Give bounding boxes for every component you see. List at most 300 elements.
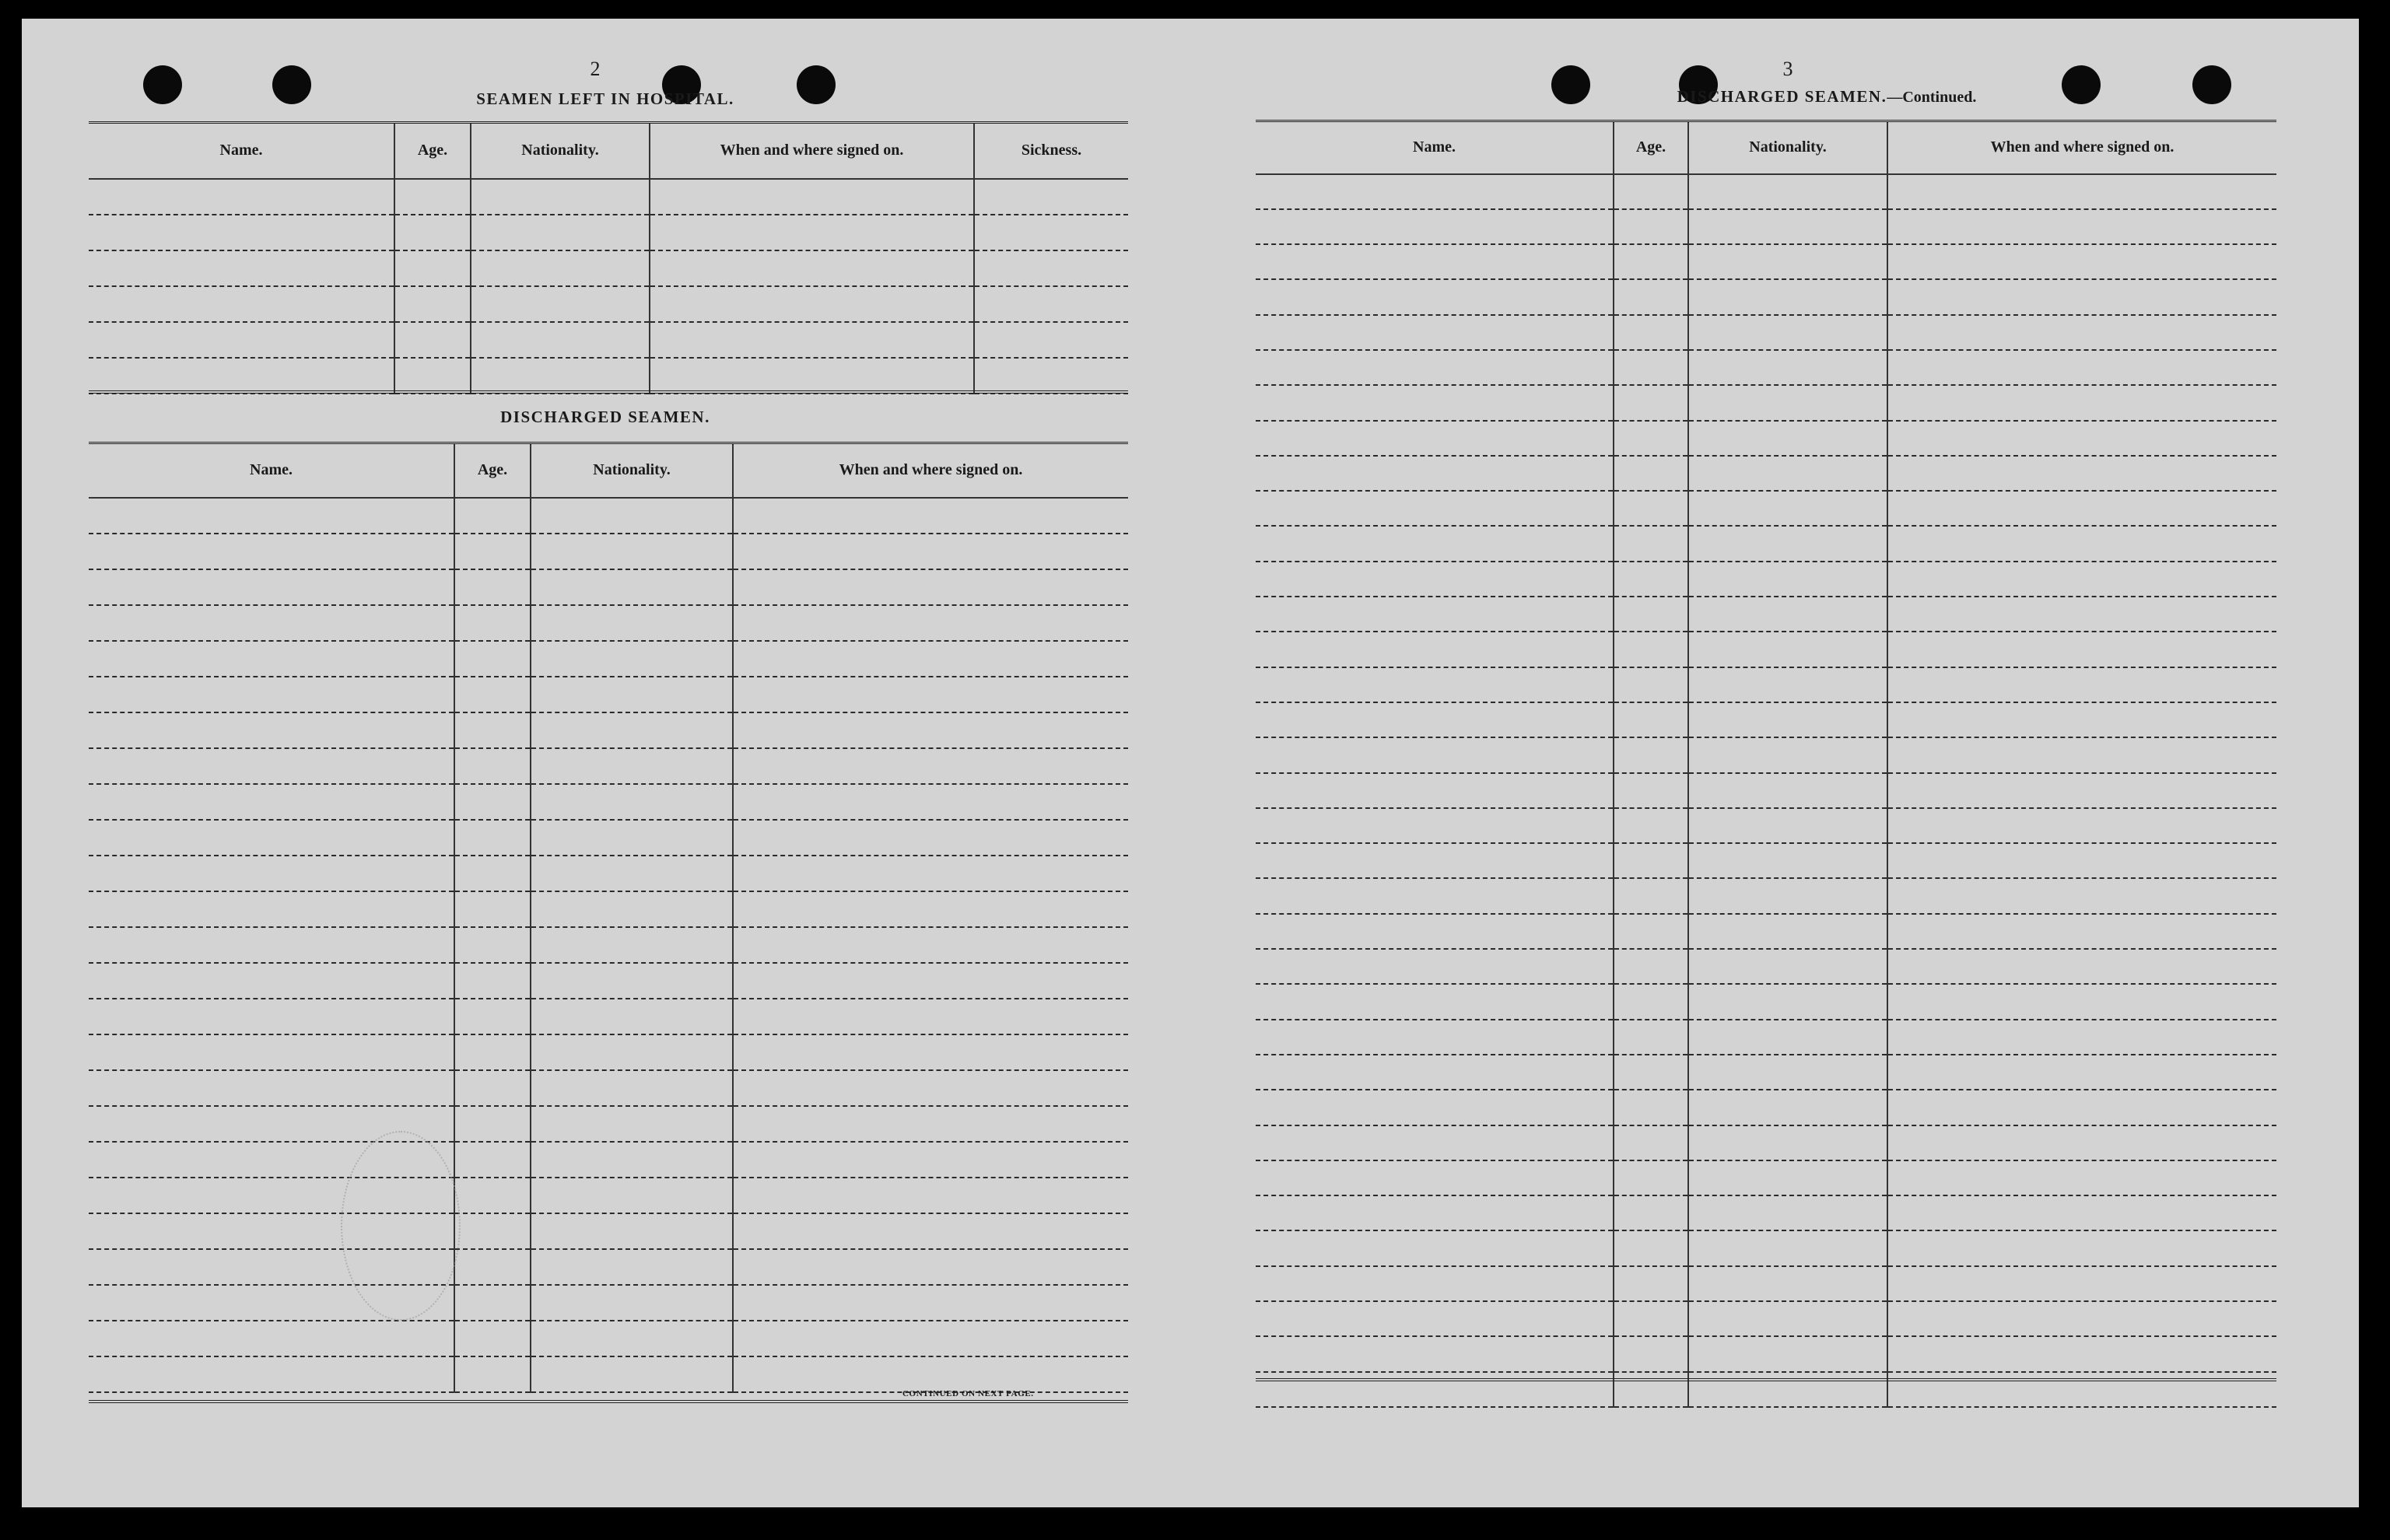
blank-cell [1256, 702, 1614, 737]
blank-cell [1256, 632, 1614, 667]
blank-cell [1614, 421, 1688, 456]
col-header-signed-on: When and where signed on. [733, 443, 1128, 498]
blank-cell [89, 358, 394, 394]
blank-cell [733, 677, 1128, 712]
blank-cell [1256, 667, 1614, 702]
blank-cell [1256, 878, 1614, 913]
table-row [89, 999, 1128, 1034]
blank-cell [733, 820, 1128, 856]
blank-cell [1614, 1301, 1688, 1336]
col-header-name: Name. [1256, 121, 1614, 174]
table-row [1256, 1160, 2276, 1195]
table-row [1256, 1230, 2276, 1265]
discharged-table [89, 442, 1128, 1393]
blank-cell [1688, 174, 1887, 209]
blank-cell [1614, 702, 1688, 737]
blank-cell [974, 179, 1128, 215]
blank-cell [89, 179, 394, 215]
table-row [89, 1070, 1128, 1106]
blank-cell [1688, 456, 1887, 491]
blank-cell [1688, 279, 1887, 314]
blank-cell [1256, 526, 1614, 561]
blank-cell [1256, 1125, 1614, 1160]
blank-cell [733, 1142, 1128, 1178]
blank-cell [1256, 914, 1614, 949]
table-row [1256, 1055, 2276, 1090]
blank-cell [89, 784, 454, 820]
punch-hole [2062, 65, 2101, 104]
blank-cell [1887, 209, 2276, 244]
blank-cell [733, 1321, 1128, 1356]
blank-cell [89, 569, 454, 605]
table-row [1256, 808, 2276, 843]
blank-cell [531, 1321, 733, 1356]
blank-cell [1688, 878, 1887, 913]
punch-hole [797, 65, 836, 104]
blank-cell [1688, 1266, 1887, 1301]
blank-cell [531, 498, 733, 534]
blank-cell [1887, 808, 2276, 843]
blank-cell [454, 641, 531, 677]
blank-cell [1688, 632, 1887, 667]
blank-cell [974, 322, 1128, 358]
table-row [89, 605, 1128, 641]
col-header-signed-on: When and where signed on. [650, 123, 974, 179]
blank-cell [454, 498, 531, 534]
blank-cell [733, 641, 1128, 677]
blank-cell [531, 605, 733, 641]
col-header-nationality: Nationality. [531, 443, 733, 498]
blank-cell [1614, 632, 1688, 667]
table-row [89, 322, 1128, 358]
col-header-age: Age. [454, 443, 531, 498]
page-number: 2 [590, 58, 601, 80]
blank-cell [89, 215, 394, 250]
table-row [1256, 1020, 2276, 1055]
blank-cell [733, 534, 1128, 569]
blank-cell [89, 891, 454, 927]
table-row [89, 358, 1128, 394]
blank-cell [1256, 1336, 1614, 1371]
blank-cell [1688, 914, 1887, 949]
blank-cell [733, 1213, 1128, 1249]
blank-cell [1887, 1266, 2276, 1301]
blank-cell [89, 748, 454, 784]
blank-cell [1887, 1230, 2276, 1265]
blank-cell [1614, 456, 1688, 491]
col-header-nationality: Nationality. [1688, 121, 1887, 174]
blank-cell [1614, 597, 1688, 632]
blank-cell [1887, 491, 2276, 526]
blank-cell [531, 856, 733, 891]
blank-cell [1887, 949, 2276, 984]
blank-cell [733, 605, 1128, 641]
table-row [89, 820, 1128, 856]
blank-cell [1688, 491, 1887, 526]
blank-cell [89, 498, 454, 534]
blank-cell [1614, 843, 1688, 878]
blank-cell [1887, 1195, 2276, 1230]
table-row [89, 286, 1128, 322]
blank-cell [1614, 385, 1688, 420]
blank-cell [1688, 244, 1887, 279]
blank-cell [1688, 737, 1887, 772]
blank-cell [1688, 1195, 1887, 1230]
blank-cell [454, 1213, 531, 1249]
blank-cell [733, 498, 1128, 534]
blank-cell [89, 1321, 454, 1356]
table-row [1256, 773, 2276, 808]
table-row [1256, 843, 2276, 878]
blank-cell [1256, 385, 1614, 420]
page-number: 3 [1782, 58, 1793, 80]
blank-cell [1887, 1336, 2276, 1371]
blank-cell [454, 1356, 531, 1392]
blank-cell [454, 1070, 531, 1106]
blank-cell [1614, 244, 1688, 279]
table-row [1256, 878, 2276, 913]
blank-cell [531, 1249, 733, 1285]
blank-cell [394, 215, 471, 250]
blank-cell [454, 856, 531, 891]
blank-cell [471, 322, 650, 358]
blank-cell [1256, 1090, 1614, 1125]
blank-cell [974, 358, 1128, 394]
blank-cell [1688, 562, 1887, 597]
blank-cell [1614, 773, 1688, 808]
punch-hole [272, 65, 311, 104]
blank-cell [1688, 667, 1887, 702]
blank-cell [1688, 421, 1887, 456]
discharged-continued-table [1256, 120, 2276, 1408]
blank-cell [733, 784, 1128, 820]
blank-cell [531, 820, 733, 856]
blank-cell [1887, 385, 2276, 420]
blank-cell [531, 1178, 733, 1213]
blank-cell [1614, 1125, 1688, 1160]
blank-cell [1688, 984, 1887, 1019]
blank-cell [974, 215, 1128, 250]
blank-cell [89, 963, 454, 999]
blank-cell [1256, 279, 1614, 314]
blank-cell [531, 534, 733, 569]
blank-cell [531, 891, 733, 927]
blank-cell [394, 286, 471, 322]
blank-cell [1256, 1055, 1614, 1090]
blank-cell [454, 963, 531, 999]
table-row [89, 569, 1128, 605]
table-bottom-rule [1256, 1378, 2276, 1381]
blank-cell [531, 641, 733, 677]
blank-cell [1256, 1266, 1614, 1301]
blank-cell [1887, 1372, 2276, 1407]
blank-cell [394, 250, 471, 286]
table-row [1256, 315, 2276, 350]
blank-cell [1614, 562, 1688, 597]
section-divider [89, 390, 1128, 394]
table-row [89, 641, 1128, 677]
blank-cell [650, 358, 974, 394]
blank-cell [531, 999, 733, 1034]
blank-cell [650, 322, 974, 358]
col-header-signed-on: When and where signed on. [1887, 121, 2276, 174]
blank-cell [1688, 1230, 1887, 1265]
blank-cell [1256, 984, 1614, 1019]
blank-cell [650, 215, 974, 250]
table-row [1256, 174, 2276, 209]
blank-cell [1887, 773, 2276, 808]
blank-cell [1887, 244, 2276, 279]
discharged-continued-title [1624, 87, 2029, 107]
continued-note: CONTINUED ON NEXT PAGE. [902, 1389, 1034, 1398]
blank-cell [454, 891, 531, 927]
blank-cell [471, 179, 650, 215]
blank-cell [1887, 843, 2276, 878]
blank-cell [89, 605, 454, 641]
blank-cell [454, 820, 531, 856]
blank-cell [1887, 632, 2276, 667]
blank-cell [1688, 385, 1887, 420]
blank-cell [733, 1285, 1128, 1321]
title-text: DISCHARGED SEAMEN. [1677, 87, 1887, 106]
blank-cell [531, 1070, 733, 1106]
hospital-table [89, 121, 1128, 394]
blank-cell [531, 569, 733, 605]
table-row [1256, 1266, 2276, 1301]
title-suffix: —Continued. [1887, 89, 1977, 106]
table-row [1256, 385, 2276, 420]
blank-cell [650, 179, 974, 215]
blank-cell [1614, 350, 1688, 385]
blank-cell [1688, 315, 1887, 350]
blank-cell [1887, 174, 2276, 209]
table-row [89, 891, 1128, 927]
punch-hole [2192, 65, 2231, 104]
table-row [1256, 491, 2276, 526]
table-row [1256, 350, 2276, 385]
blank-cell [471, 358, 650, 394]
table-row [1256, 1336, 2276, 1371]
blank-cell [1688, 773, 1887, 808]
blank-cell [1887, 1055, 2276, 1090]
blank-cell [454, 1249, 531, 1285]
blank-cell [650, 250, 974, 286]
blank-cell [733, 999, 1128, 1034]
blank-cell [1256, 350, 1614, 385]
blank-cell [1614, 1055, 1688, 1090]
blank-cell [89, 927, 454, 963]
table-row [89, 1213, 1128, 1249]
table-row [1256, 914, 2276, 949]
left-page [22, 19, 1189, 1507]
table-row [89, 712, 1128, 748]
table-row [89, 784, 1128, 820]
blank-cell [1887, 702, 2276, 737]
blank-cell [1614, 949, 1688, 984]
table-row [1256, 667, 2276, 702]
blank-cell [454, 1285, 531, 1321]
blank-cell [1256, 808, 1614, 843]
blank-cell [1887, 914, 2276, 949]
hospital-section-title: SEAMEN LEFT IN HOSPITAL. [476, 89, 734, 108]
table-row [89, 1178, 1128, 1213]
document-sheet [22, 19, 2359, 1507]
blank-cell [1614, 914, 1688, 949]
col-header-age: Age. [394, 123, 471, 179]
blank-cell [1688, 526, 1887, 561]
blank-cell [1688, 1336, 1887, 1371]
blank-cell [1256, 491, 1614, 526]
blank-cell [89, 856, 454, 891]
blank-cell [471, 250, 650, 286]
blank-cell [1614, 1195, 1688, 1230]
blank-cell [454, 1034, 531, 1070]
table-row [89, 1249, 1128, 1285]
table-row [89, 215, 1128, 250]
blank-cell [454, 677, 531, 712]
blank-cell [89, 1034, 454, 1070]
blank-cell [1887, 526, 2276, 561]
blank-cell [1614, 279, 1688, 314]
blank-cell [1256, 949, 1614, 984]
table-row [89, 1034, 1128, 1070]
blank-cell [733, 1249, 1128, 1285]
table-row [89, 677, 1128, 712]
blank-cell [531, 1356, 733, 1392]
blank-cell [394, 179, 471, 215]
blank-cell [89, 999, 454, 1034]
table-row [1256, 456, 2276, 491]
blank-cell [394, 322, 471, 358]
blank-cell [89, 1356, 454, 1392]
table-row [1256, 562, 2276, 597]
blank-cell [89, 641, 454, 677]
blank-cell [1256, 1372, 1614, 1407]
blank-cell [1614, 315, 1688, 350]
blank-cell [1688, 1020, 1887, 1055]
blank-cell [1614, 737, 1688, 772]
blank-cell [454, 534, 531, 569]
blank-cell [1256, 456, 1614, 491]
blank-cell [650, 286, 974, 322]
blank-cell [531, 927, 733, 963]
blank-cell [1256, 737, 1614, 772]
blank-cell [1614, 1336, 1688, 1371]
blank-cell [454, 927, 531, 963]
blank-cell [733, 856, 1128, 891]
blank-cell [1614, 174, 1688, 209]
blank-cell [1256, 1195, 1614, 1230]
blank-cell [394, 358, 471, 394]
table-row [1256, 702, 2276, 737]
table-row [1256, 984, 2276, 1019]
blank-cell [531, 784, 733, 820]
blank-cell [1256, 1230, 1614, 1265]
blank-cell [531, 1213, 733, 1249]
blank-cell [89, 286, 394, 322]
blank-cell [1256, 174, 1614, 209]
blank-cell [531, 712, 733, 748]
blank-cell [1614, 1020, 1688, 1055]
col-header-nationality: Nationality. [471, 123, 650, 179]
blank-cell [733, 891, 1128, 927]
blank-cell [1614, 491, 1688, 526]
blank-cell [531, 1034, 733, 1070]
blank-cell [733, 1034, 1128, 1070]
blank-cell [1887, 984, 2276, 1019]
blank-cell [471, 215, 650, 250]
table-row [1256, 1125, 2276, 1160]
blank-cell [1887, 421, 2276, 456]
table-row [1256, 1301, 2276, 1336]
blank-cell [1256, 1020, 1614, 1055]
blank-cell [454, 712, 531, 748]
blank-cell [733, 1178, 1128, 1213]
blank-cell [1256, 209, 1614, 244]
blank-cell [1614, 667, 1688, 702]
faded-stamp [341, 1131, 461, 1321]
table-row [1256, 597, 2276, 632]
blank-cell [1688, 843, 1887, 878]
table-row [1256, 737, 2276, 772]
blank-cell [1887, 350, 2276, 385]
table-row [1256, 949, 2276, 984]
blank-cell [1887, 456, 2276, 491]
col-header-name: Name. [89, 443, 454, 498]
table-row [1256, 1195, 2276, 1230]
table-row [89, 179, 1128, 215]
blank-cell [1887, 1301, 2276, 1336]
blank-cell [1688, 1090, 1887, 1125]
blank-cell [733, 1106, 1128, 1142]
blank-cell [733, 963, 1128, 999]
blank-cell [454, 1178, 531, 1213]
blank-cell [1887, 1020, 2276, 1055]
blank-cell [1614, 808, 1688, 843]
blank-cell [454, 1106, 531, 1142]
col-header-age: Age. [1614, 121, 1688, 174]
blank-cell [1688, 1055, 1887, 1090]
table-row [89, 1142, 1128, 1178]
table-row [89, 1356, 1128, 1392]
blank-cell [531, 748, 733, 784]
table-row [1256, 526, 2276, 561]
blank-cell [1688, 350, 1887, 385]
blank-cell [1256, 244, 1614, 279]
blank-cell [1688, 1372, 1887, 1407]
discharged-section-title: DISCHARGED SEAMEN. [500, 408, 710, 426]
blank-cell [1688, 1125, 1887, 1160]
blank-cell [454, 748, 531, 784]
blank-cell [733, 927, 1128, 963]
blank-cell [454, 999, 531, 1034]
blank-cell [471, 286, 650, 322]
table-row [89, 1321, 1128, 1356]
blank-cell [1887, 737, 2276, 772]
blank-cell [733, 1070, 1128, 1106]
table-row [89, 963, 1128, 999]
blank-cell [1688, 808, 1887, 843]
blank-cell [1256, 1160, 1614, 1195]
blank-cell [1688, 702, 1887, 737]
punch-hole [143, 65, 182, 104]
table-row [1256, 279, 2276, 314]
blank-cell [531, 677, 733, 712]
blank-cell [1688, 949, 1887, 984]
blank-cell [89, 534, 454, 569]
blank-cell [733, 712, 1128, 748]
blank-cell [1688, 597, 1887, 632]
